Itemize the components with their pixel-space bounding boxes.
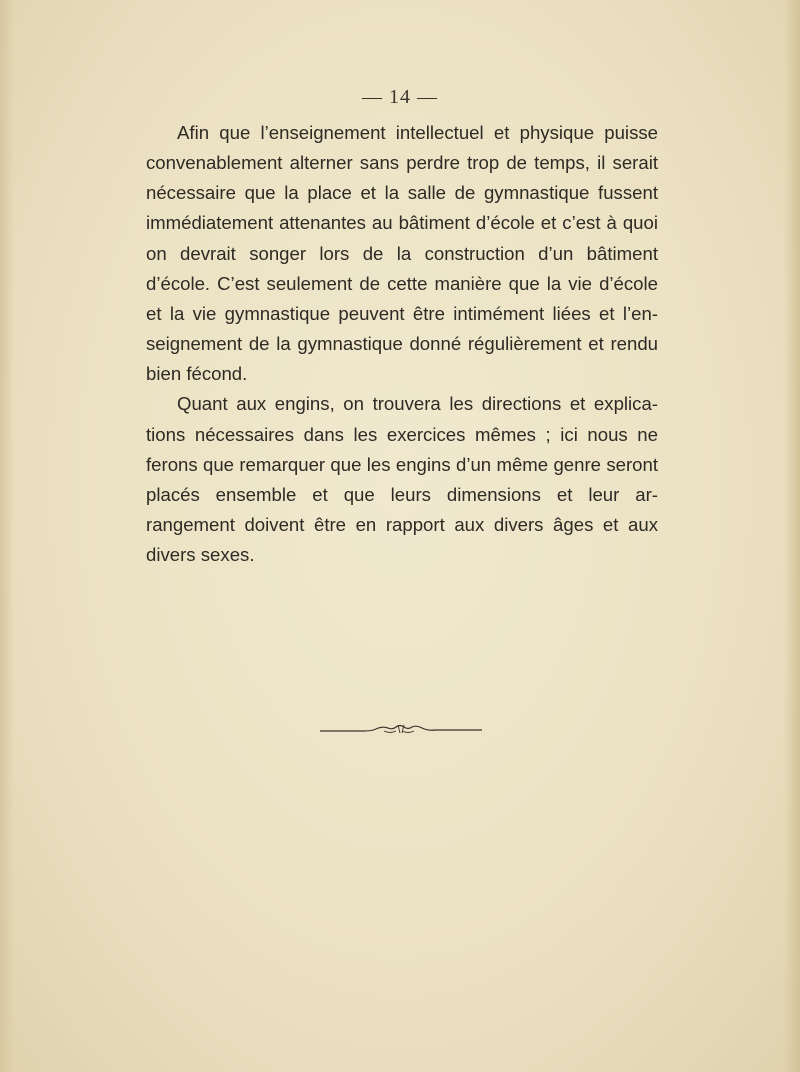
page-edge-right: [784, 0, 800, 1072]
page-edge-left: [0, 0, 14, 1072]
paragraph-2: Quant aux engins, on trouvera les directions et explica-tions nécessaires dans les exercices mêmes ; ici nous ne ferons que remarquer que les engins d’un même genre seront placés ensemble et que leurs dimensions et leur ar-rangement doivent être en rapport aux divers âges et aux divers sexes.: [146, 393, 658, 566]
body-text: [146, 118, 658, 570]
paragraph-1: Afin que l’enseignement intellectuel et physique puisse convenablement alterner sans perdre trop de temps, il serait nécessaire que la place et la salle de gymnastique fussent immédiatement attenantes au bâtiment d’école et c’est à quoi on devrait songer lors de la construction d’un bâtiment d’école. C’est seulement de cette manière que la vie d’école et la vie gymnastique peuvent être intimément liées et l’en-seignement de la gymnastique donné régulièrement et rendu bien fécond.: [146, 122, 658, 385]
page-number: — 14 —: [362, 86, 438, 108]
ornament-divider-icon: [318, 722, 484, 738]
